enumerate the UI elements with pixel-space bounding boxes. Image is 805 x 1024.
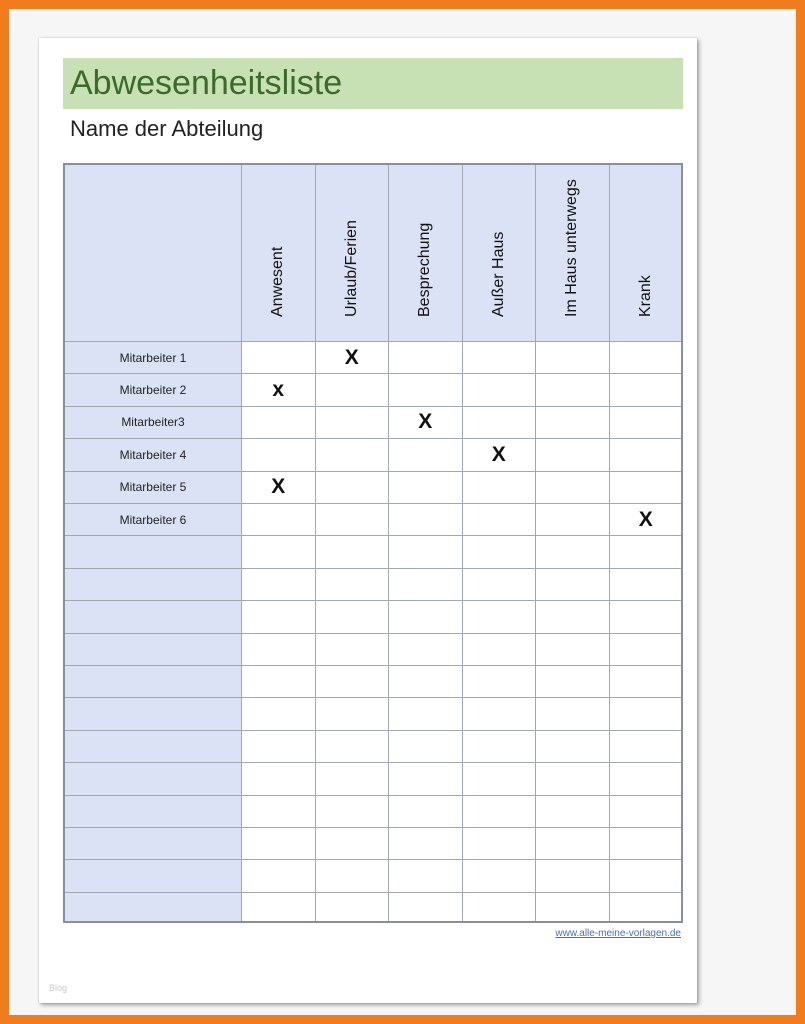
status-cell[interactable] xyxy=(316,536,390,568)
header-corner xyxy=(65,165,242,342)
status-cell[interactable] xyxy=(242,601,316,633)
status-cell[interactable] xyxy=(389,666,463,698)
status-cell[interactable] xyxy=(316,439,390,471)
status-cell[interactable] xyxy=(610,698,684,730)
status-cell[interactable] xyxy=(536,536,610,568)
status-cell[interactable] xyxy=(242,763,316,795)
employee-name xyxy=(65,536,241,567)
column-header-label: Außer Haus xyxy=(489,231,507,317)
column-header xyxy=(610,165,684,342)
status-cell[interactable] xyxy=(610,504,684,536)
status-cell[interactable] xyxy=(242,634,316,666)
status-cell[interactable] xyxy=(389,342,463,374)
status-cell[interactable] xyxy=(316,504,390,536)
status-cell[interactable] xyxy=(389,601,463,633)
status-cell[interactable] xyxy=(536,407,610,439)
status-cell[interactable] xyxy=(316,666,390,698)
employee-name xyxy=(65,893,241,923)
status-cell[interactable] xyxy=(463,342,537,374)
status-cell[interactable] xyxy=(610,536,684,568)
status-cell[interactable] xyxy=(242,698,316,730)
employee-name-cell[interactable] xyxy=(65,472,242,504)
status-cell[interactable] xyxy=(536,601,610,633)
status-mark: X xyxy=(638,507,653,531)
status-cell[interactable] xyxy=(610,763,684,795)
status-cell[interactable] xyxy=(610,472,684,504)
employee-name xyxy=(65,634,241,665)
status-cell[interactable] xyxy=(610,828,684,860)
status-cell[interactable] xyxy=(389,536,463,568)
employee-name-cell[interactable] xyxy=(65,763,242,795)
employee-name xyxy=(65,731,241,762)
status-cell[interactable] xyxy=(316,407,390,439)
status-cell[interactable] xyxy=(536,828,610,860)
status-cell[interactable] xyxy=(316,472,390,504)
employee-name-cell[interactable] xyxy=(65,666,242,698)
employee-name-cell[interactable] xyxy=(65,569,242,601)
status-mark: X xyxy=(271,475,286,499)
employee-name xyxy=(65,698,241,729)
employee-name-cell[interactable] xyxy=(65,893,242,923)
absence-table xyxy=(63,163,683,923)
status-cell[interactable] xyxy=(536,374,610,406)
status-cell[interactable] xyxy=(242,666,316,698)
status-cell[interactable] xyxy=(242,504,316,536)
status-cell[interactable] xyxy=(610,374,684,406)
status-cell[interactable] xyxy=(316,763,390,795)
status-cell[interactable] xyxy=(536,796,610,828)
status-cell[interactable] xyxy=(389,439,463,471)
status-cell[interactable] xyxy=(242,536,316,568)
status-cell[interactable] xyxy=(610,893,684,923)
watermark: Blog xyxy=(49,983,68,993)
employee-name: Mitarbeiter 2 xyxy=(119,383,187,398)
column-header-label: Urlaub/Ferien xyxy=(342,220,360,317)
employee-name: Mitarbeiter3 xyxy=(121,415,185,430)
status-cell[interactable] xyxy=(463,569,537,601)
status-cell[interactable] xyxy=(610,439,684,471)
status-cell[interactable] xyxy=(316,893,390,923)
column-header xyxy=(463,165,537,342)
status-cell[interactable] xyxy=(536,893,610,923)
column-header-label: Besprechung xyxy=(416,222,434,317)
status-cell[interactable] xyxy=(316,796,390,828)
employee-name-cell[interactable] xyxy=(65,828,242,860)
status-cell[interactable] xyxy=(389,569,463,601)
column-header-label: Anwesent xyxy=(269,246,287,317)
status-cell[interactable] xyxy=(463,666,537,698)
employee-name-cell[interactable] xyxy=(65,731,242,763)
employee-name-cell[interactable] xyxy=(65,634,242,666)
status-cell[interactable] xyxy=(389,731,463,763)
status-cell[interactable] xyxy=(536,666,610,698)
status-cell[interactable] xyxy=(536,634,610,666)
status-cell[interactable] xyxy=(316,569,390,601)
status-cell[interactable] xyxy=(463,504,537,536)
status-cell[interactable] xyxy=(536,342,610,374)
status-cell[interactable] xyxy=(389,796,463,828)
status-cell[interactable] xyxy=(242,374,316,406)
status-cell[interactable] xyxy=(610,601,684,633)
status-mark: X xyxy=(418,410,433,434)
status-cell[interactable] xyxy=(610,796,684,828)
status-cell[interactable] xyxy=(316,828,390,860)
employee-name: Mitarbeiter 6 xyxy=(119,512,187,527)
employee-name-cell[interactable] xyxy=(65,601,242,633)
column-header xyxy=(242,165,316,342)
status-cell[interactable] xyxy=(463,472,537,504)
document-page xyxy=(39,38,697,1003)
status-cell[interactable] xyxy=(389,472,463,504)
employee-name-cell[interactable] xyxy=(65,504,242,536)
status-cell[interactable] xyxy=(242,407,316,439)
employee-name xyxy=(65,601,241,632)
status-cell[interactable] xyxy=(242,893,316,923)
employee-name-cell[interactable] xyxy=(65,407,242,439)
status-mark: x xyxy=(272,378,285,402)
employee-name-cell[interactable] xyxy=(65,439,242,471)
employee-name xyxy=(65,666,241,697)
status-cell[interactable] xyxy=(536,763,610,795)
status-cell[interactable] xyxy=(316,634,390,666)
column-header-label: Krank xyxy=(636,275,654,317)
employee-name xyxy=(65,796,241,827)
employee-name xyxy=(65,860,241,891)
employee-name xyxy=(65,828,241,859)
status-cell[interactable] xyxy=(463,634,537,666)
column-header xyxy=(536,165,610,342)
status-cell[interactable] xyxy=(242,439,316,471)
status-cell[interactable] xyxy=(536,860,610,892)
status-cell[interactable] xyxy=(463,407,537,439)
employee-name xyxy=(65,569,241,600)
employee-name-cell[interactable] xyxy=(65,374,242,406)
column-header-label: Im Haus unterwegs xyxy=(563,179,581,317)
status-cell[interactable] xyxy=(610,634,684,666)
employee-name: Mitarbeiter 1 xyxy=(119,350,187,365)
department-name: Name der Abteilung xyxy=(70,116,264,141)
status-cell[interactable] xyxy=(536,472,610,504)
footer-link[interactable]: www.alle-meine-vorlagen.de xyxy=(555,928,681,939)
status-cell[interactable] xyxy=(536,731,610,763)
status-cell[interactable] xyxy=(389,374,463,406)
status-cell[interactable] xyxy=(316,731,390,763)
status-cell[interactable] xyxy=(389,828,463,860)
status-cell[interactable] xyxy=(242,796,316,828)
status-cell[interactable] xyxy=(463,893,537,923)
employee-name xyxy=(65,763,241,794)
column-header xyxy=(389,165,463,342)
status-cell[interactable] xyxy=(610,407,684,439)
image-frame xyxy=(9,9,796,1015)
title-band xyxy=(63,58,683,109)
status-cell[interactable] xyxy=(463,731,537,763)
status-cell[interactable] xyxy=(242,569,316,601)
status-cell[interactable] xyxy=(389,504,463,536)
status-cell[interactable] xyxy=(536,569,610,601)
status-cell[interactable] xyxy=(463,536,537,568)
status-cell[interactable] xyxy=(610,666,684,698)
status-cell[interactable] xyxy=(536,504,610,536)
employee-name-cell[interactable] xyxy=(65,342,242,374)
status-cell[interactable] xyxy=(463,439,537,471)
status-cell[interactable] xyxy=(242,828,316,860)
status-cell[interactable] xyxy=(242,860,316,892)
status-cell[interactable] xyxy=(610,731,684,763)
status-cell[interactable] xyxy=(316,601,390,633)
status-cell[interactable] xyxy=(463,796,537,828)
status-mark: X xyxy=(491,442,506,466)
status-cell[interactable] xyxy=(463,763,537,795)
employee-name-cell[interactable] xyxy=(65,536,242,568)
employee-name: Mitarbeiter 5 xyxy=(119,480,187,495)
status-cell[interactable] xyxy=(316,374,390,406)
status-cell[interactable] xyxy=(242,731,316,763)
column-header xyxy=(316,165,390,342)
status-cell[interactable] xyxy=(389,860,463,892)
status-cell[interactable] xyxy=(389,763,463,795)
status-cell[interactable] xyxy=(463,374,537,406)
status-cell[interactable] xyxy=(242,472,316,504)
status-cell[interactable] xyxy=(389,407,463,439)
status-cell[interactable] xyxy=(536,698,610,730)
status-cell[interactable] xyxy=(389,698,463,730)
status-mark: X xyxy=(344,345,359,369)
status-cell[interactable] xyxy=(610,569,684,601)
employee-name-cell[interactable] xyxy=(65,698,242,730)
status-cell[interactable] xyxy=(463,601,537,633)
status-cell[interactable] xyxy=(610,342,684,374)
employee-name-cell[interactable] xyxy=(65,860,242,892)
status-cell[interactable] xyxy=(316,860,390,892)
status-cell[interactable] xyxy=(463,698,537,730)
status-cell[interactable] xyxy=(536,439,610,471)
status-cell[interactable] xyxy=(316,698,390,730)
status-cell[interactable] xyxy=(389,634,463,666)
employee-name: Mitarbeiter 4 xyxy=(119,447,187,462)
status-cell[interactable] xyxy=(610,860,684,892)
status-cell[interactable] xyxy=(463,860,537,892)
status-cell[interactable] xyxy=(463,828,537,860)
status-cell[interactable] xyxy=(316,342,390,374)
document-title: Abwesenheitsliste xyxy=(70,64,343,102)
status-cell[interactable] xyxy=(242,342,316,374)
employee-name-cell[interactable] xyxy=(65,796,242,828)
status-cell[interactable] xyxy=(389,893,463,923)
